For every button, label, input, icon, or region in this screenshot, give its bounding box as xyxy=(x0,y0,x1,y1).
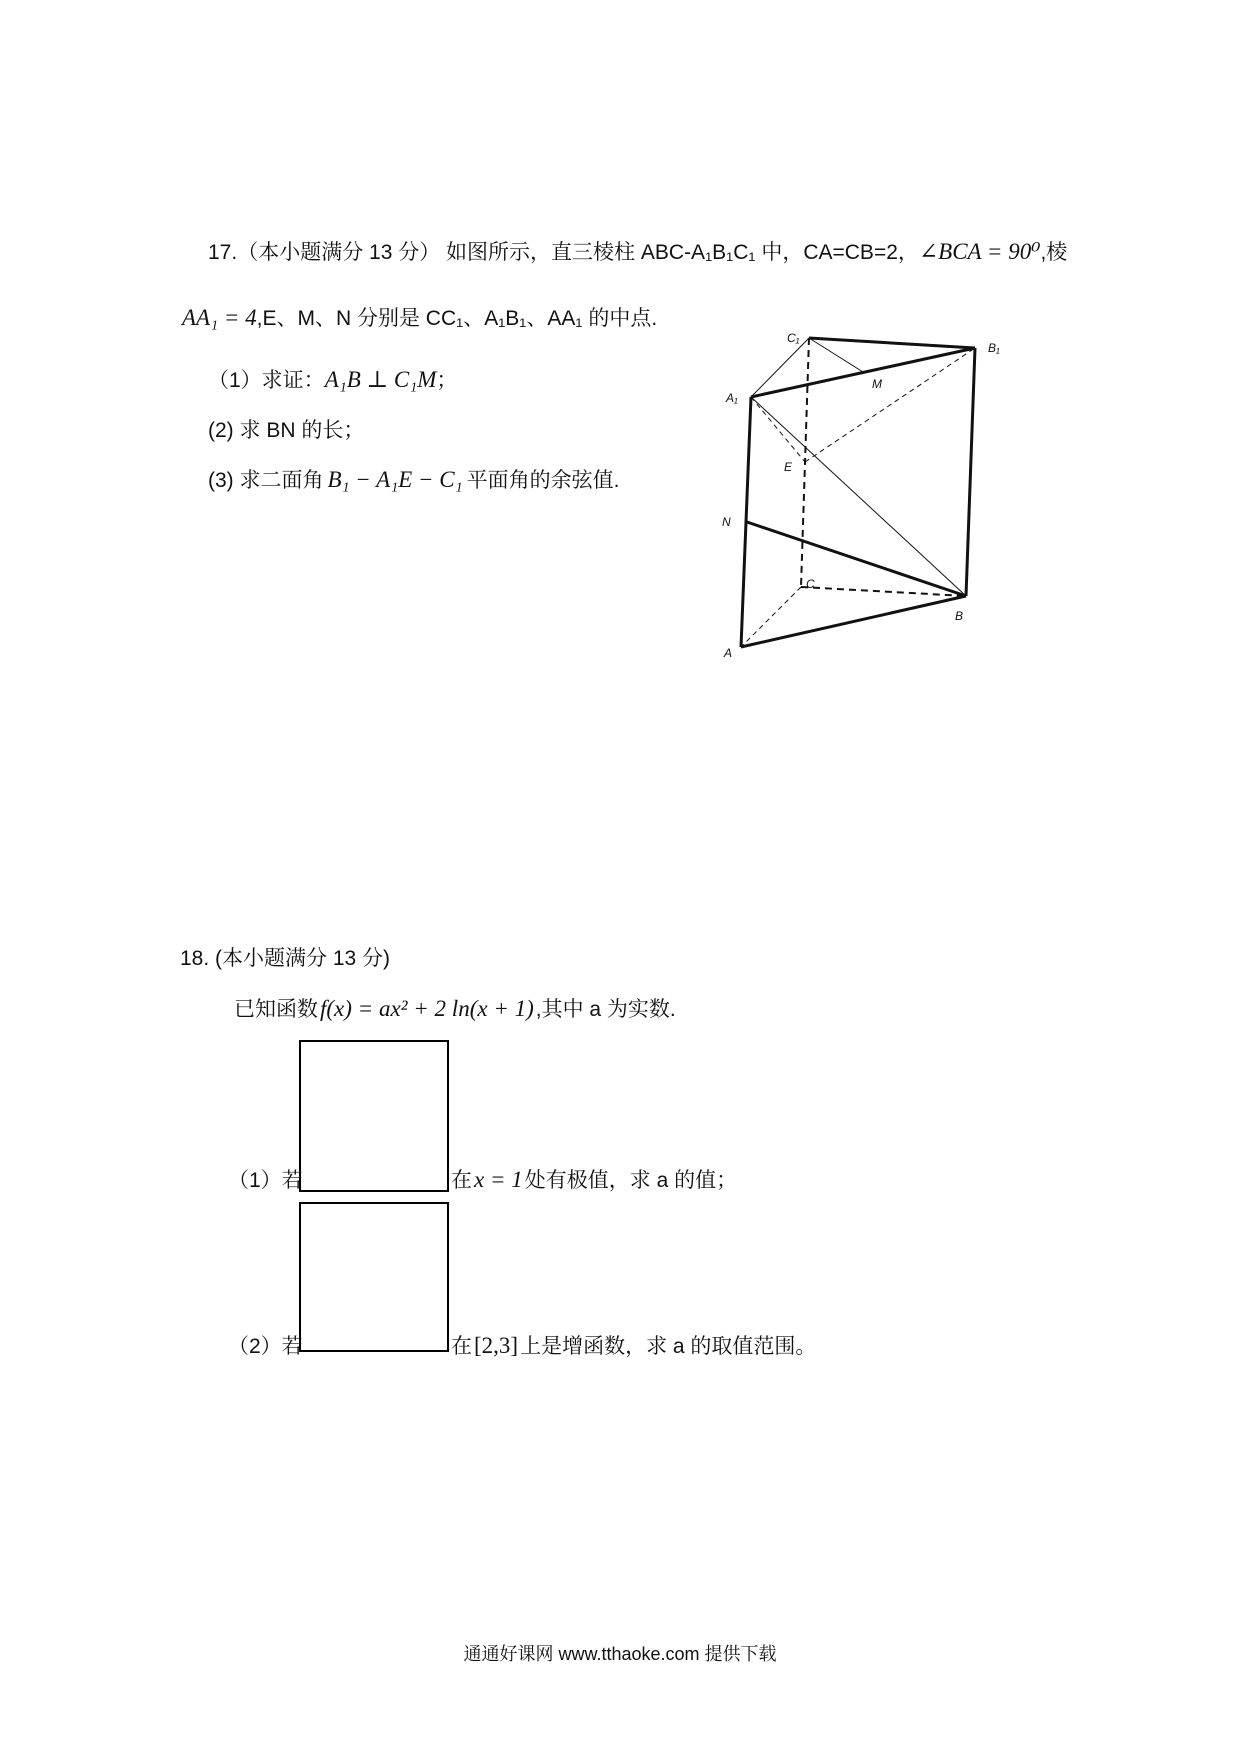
label-a: A xyxy=(724,646,733,660)
q17-part1-math: A₁B ⊥ C₁M xyxy=(324,367,437,392)
q17-aa1: AA₁ = 4 xyxy=(182,305,257,330)
q17-angle: ∠BCA = 90⁰ xyxy=(918,239,1041,264)
label-c: C xyxy=(806,577,815,591)
q17-part1 xyxy=(208,364,457,394)
q17-midpoints: ,E、M、N 分别是 CC₁、A₁B₁、AA₁ 的中点. xyxy=(256,307,658,330)
q17-part3-prefix: (3) 求二面角 xyxy=(208,469,324,492)
q18-part2-math: [2,3] xyxy=(474,1333,519,1358)
edge-c1-a1 xyxy=(751,338,809,397)
q18-part1-blank-box xyxy=(299,1040,449,1192)
label-n: N xyxy=(722,515,731,529)
q18-part2-at: 在 xyxy=(451,1335,472,1358)
q18-part2-suffix: 上是增函数，求 a 的取值范围。 xyxy=(520,1335,817,1358)
edge-c1-b1 xyxy=(809,338,975,348)
q17-part3-math: B₁ − A₁E − C₁ xyxy=(327,467,463,492)
footer-text: 通通好课网 www.tthaoke.com 提供下载 xyxy=(463,1644,777,1664)
q18-part1-suffix: 处有极值，求 a 的值； xyxy=(524,1169,738,1192)
prism-figure xyxy=(0,0,1240,700)
q18-part1-math: x = 1 xyxy=(474,1167,523,1192)
q17-conditions xyxy=(182,302,657,332)
q17-heading-text: 17.（本小题满分 13 分） 如图所示，直三棱柱 ABC-A₁B₁C₁ 中，CA=CB=2， xyxy=(208,241,919,264)
q18-part1-tail xyxy=(451,1164,737,1194)
label-e: E xyxy=(784,460,793,474)
q18-part2-blank-box xyxy=(299,1202,449,1352)
q18-part2 xyxy=(228,1330,303,1360)
edge-n-b xyxy=(747,522,966,596)
q17-part2-text: (2) 求 BN 的长； xyxy=(208,419,365,442)
edge-a1-a xyxy=(741,397,751,647)
q18-part1 xyxy=(228,1164,303,1194)
q17-part3 xyxy=(208,464,619,494)
label-m: M xyxy=(872,377,882,391)
edge-b1-b xyxy=(966,348,975,596)
edge-c-b xyxy=(801,587,966,596)
q18-part2-prefix: （2）若 xyxy=(228,1335,303,1358)
edge-a1-e xyxy=(751,397,805,462)
q17-heading-tail: ,棱 xyxy=(1040,241,1068,264)
edge-c-a xyxy=(741,587,801,647)
q18-function: f(x) = ax² + 2 ln(x + 1) xyxy=(320,996,534,1021)
edge-a-b xyxy=(741,596,966,647)
label-a1: A₁ xyxy=(726,391,738,405)
q18-intro-suffix: ,其中 a 为实数. xyxy=(535,998,676,1021)
edge-c1-c xyxy=(801,338,809,587)
edge-e-b1 xyxy=(805,348,975,462)
q18-part1-at: 在 xyxy=(451,1169,472,1192)
q17-part1-prefix: （1）求证： xyxy=(208,369,325,392)
q17-heading xyxy=(208,236,1067,266)
edge-c1-m xyxy=(809,338,863,372)
edge-a1-b xyxy=(751,397,966,596)
label-b: B xyxy=(955,609,964,623)
q18-part2-tail xyxy=(451,1330,816,1360)
q17-part2 xyxy=(208,414,364,444)
q17-part1-suffix: ； xyxy=(436,369,458,392)
label-b1: B₁ xyxy=(988,341,1000,355)
page-footer xyxy=(0,1640,1240,1666)
q18-intro xyxy=(234,993,676,1023)
q18-heading-text: 18. (本小题满分 13 分) xyxy=(180,947,391,970)
q18-heading xyxy=(180,942,390,972)
label-c1: C₁ xyxy=(787,331,800,345)
q18-part1-prefix: （1）若 xyxy=(228,1169,303,1192)
q18-intro-prefix: 已知函数 xyxy=(234,998,318,1021)
edge-a1-b1 xyxy=(751,348,975,397)
q17-part3-suffix: 平面角的余弦值. xyxy=(466,469,620,492)
